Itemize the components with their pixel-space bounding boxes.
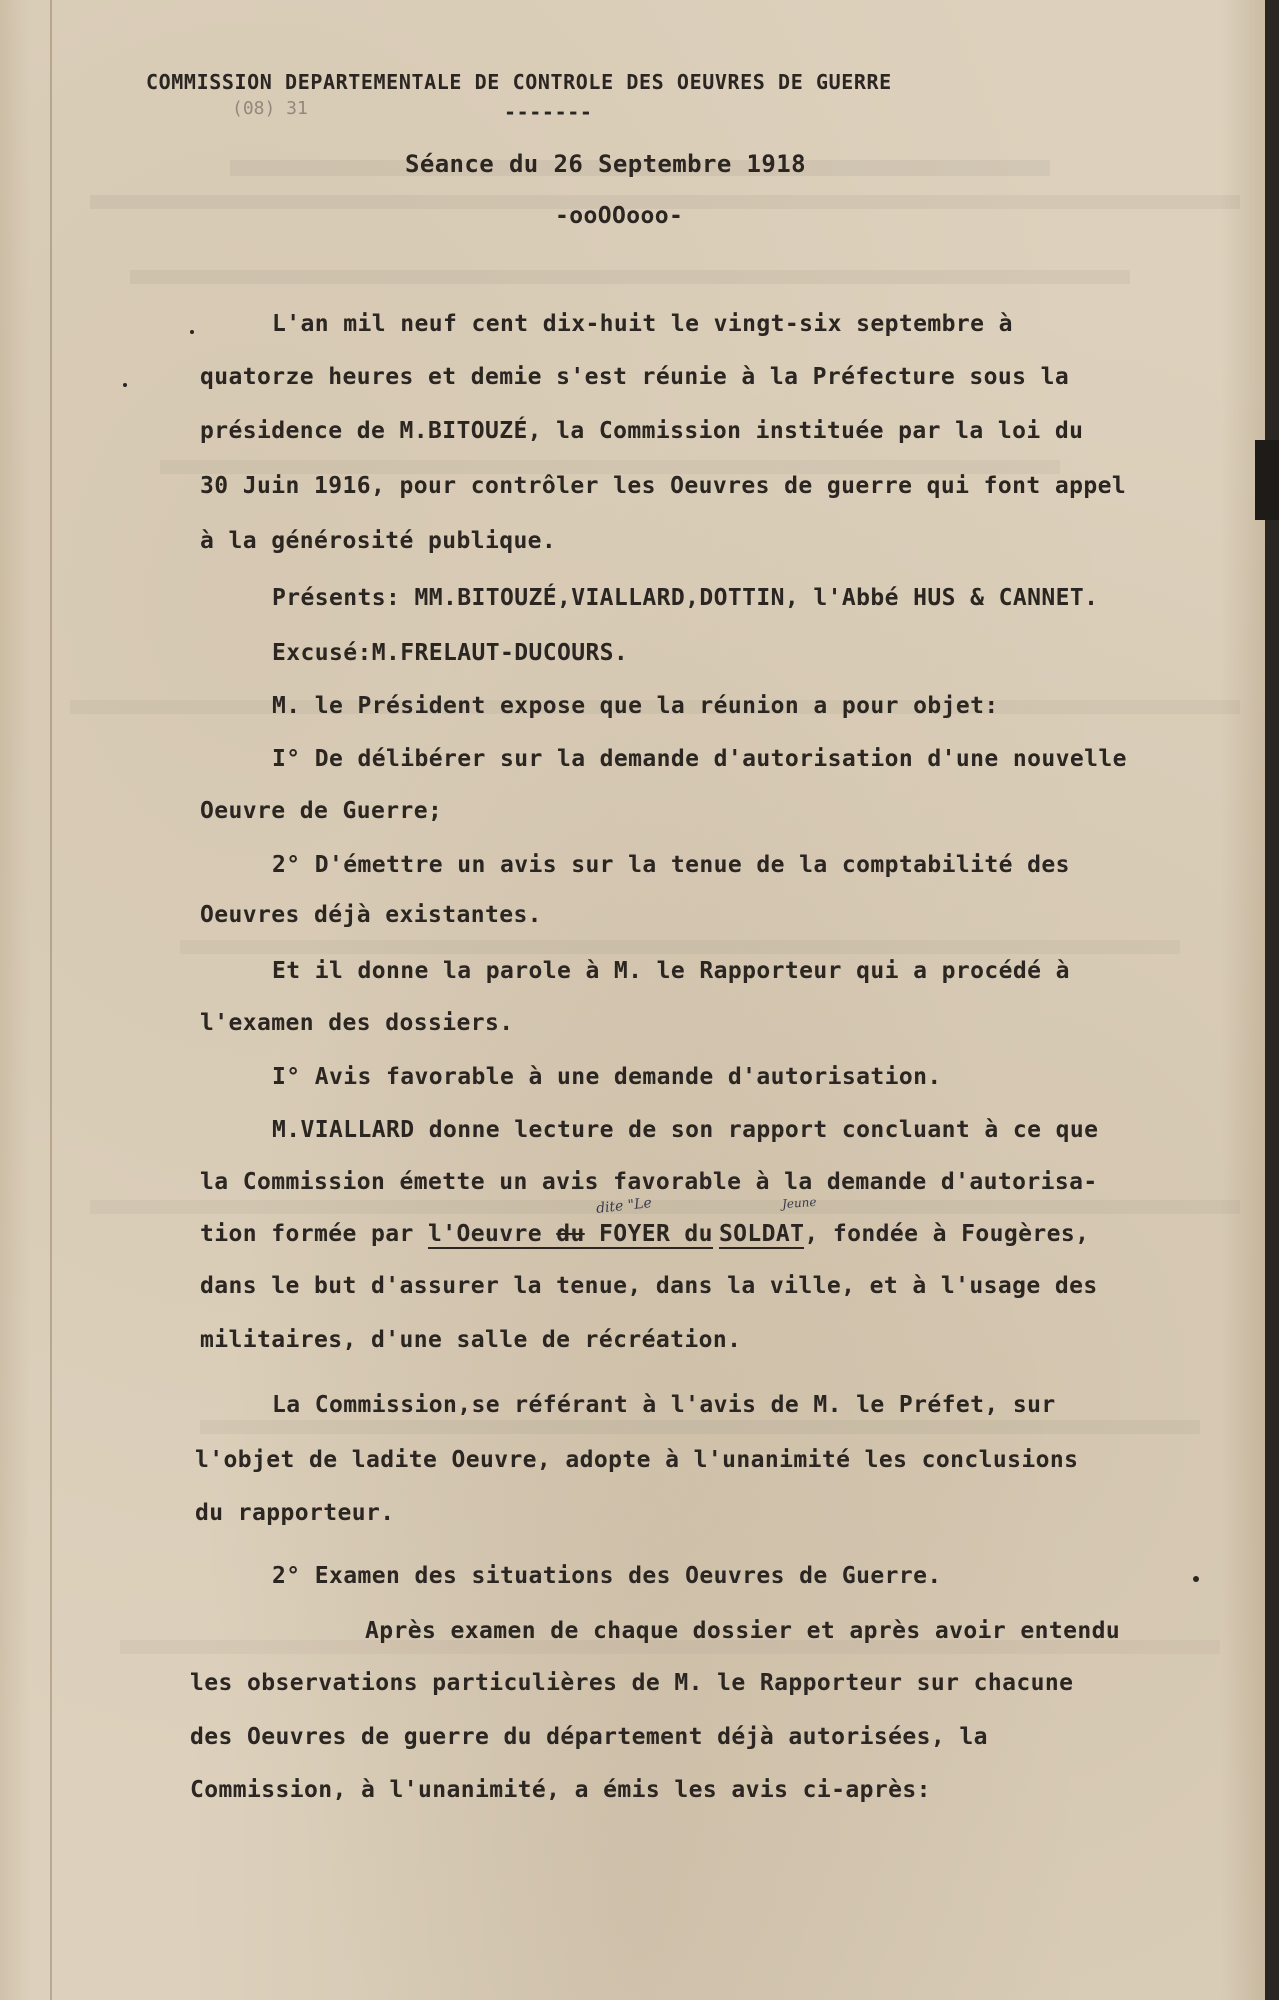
bleed-through bbox=[180, 940, 1180, 954]
body-line: la Commission émette un avis favorable à la demande d'autorisa- bbox=[200, 1169, 1098, 1195]
body-line: L'an mil neuf cent dix-huit le vingt-six septembre à bbox=[272, 311, 1013, 337]
body-line: Après examen de chaque dossier et après avoir entendu bbox=[365, 1618, 1121, 1644]
body-line: quatorze heures et demie s'est réunie à la Préfecture sous la bbox=[200, 364, 1070, 390]
text-fragment: , fondée à Fougères, bbox=[804, 1221, 1090, 1247]
body-line: les observations particulières de M. le Rapporteur sur chacune bbox=[190, 1670, 1074, 1696]
bleed-through bbox=[90, 1200, 1240, 1214]
text-fragment: tion formée par bbox=[200, 1221, 428, 1247]
margin-note: (08) 31 bbox=[232, 98, 308, 119]
body-line: militaires, d'une salle de récréation. bbox=[200, 1327, 742, 1353]
oeuvre-name: FOYER du bbox=[584, 1221, 713, 1247]
page-edge-tear bbox=[1255, 440, 1279, 520]
body-line: Commission, à l'unanimité, a émis les avis ci-après: bbox=[190, 1777, 931, 1803]
body-line: M.VIALLARD donne lecture de son rapport concluant à ce que bbox=[272, 1117, 1099, 1143]
excused-line: Excusé:M.FRELAUT-DUCOURS. bbox=[272, 640, 629, 666]
section-heading-1: I° Avis favorable à une demande d'autorisation. bbox=[272, 1064, 942, 1090]
text-fragment bbox=[542, 1221, 556, 1249]
body-line: du rapporteur. bbox=[195, 1500, 395, 1526]
header-rule: ------- bbox=[504, 100, 593, 124]
session-date: Séance du 26 Septembre 1918 bbox=[405, 150, 806, 178]
body-line: l'objet de ladite Oeuvre, adopte à l'unanimité les conclusions bbox=[195, 1447, 1079, 1473]
body-line: M. le Président expose que la réunion a pour objet: bbox=[272, 693, 999, 719]
bleed-through bbox=[160, 460, 1060, 474]
body-line: dans le but d'assurer la tenue, dans la ville, et à l'usage des bbox=[200, 1273, 1098, 1299]
handwritten-insertion: Jeune bbox=[781, 1194, 817, 1212]
body-line: l'examen des dossiers. bbox=[200, 1010, 514, 1036]
section-separator: -ooOOooo- bbox=[555, 203, 684, 229]
body-line: Et il donne la parole à M. le Rapporteur qui a procédé à bbox=[272, 958, 1070, 984]
bleed-through bbox=[200, 1420, 1200, 1434]
ink-dot bbox=[123, 383, 127, 387]
body-line: des Oeuvres de guerre du département déjà autorisées, la bbox=[190, 1724, 988, 1750]
bleed-through bbox=[130, 270, 1130, 284]
body-line: Oeuvre de Guerre; bbox=[200, 798, 443, 824]
body-line: à la générosité publique. bbox=[200, 528, 557, 554]
body-line: Oeuvres déjà existantes. bbox=[200, 902, 542, 928]
agenda-item-1: I° De délibérer sur la demande d'autorisation d'une nouvelle bbox=[272, 746, 1127, 772]
oeuvre-line bbox=[200, 1221, 1089, 1247]
agenda-item-2: 2° D'émettre un avis sur la tenue de la comptabilité des bbox=[272, 852, 1070, 878]
handwritten-insertion: dite "Le bbox=[595, 1195, 653, 1217]
oeuvre-name: SOLDAT bbox=[718, 1221, 805, 1247]
attendees-line: Présents: MM.BITOUZÉ,VIALLARD,DOTTIN, l'Abbé HUS & CANNET. bbox=[272, 585, 1099, 611]
struck-word: du bbox=[556, 1221, 585, 1247]
ink-dot bbox=[1193, 1576, 1199, 1582]
body-line: présidence de M.BITOUZÉ, la Commission instituée par la loi du bbox=[200, 418, 1084, 444]
body-line: 30 Juin 1916, pour contrôler les Oeuvres de guerre qui font appel bbox=[200, 473, 1127, 499]
body-line: La Commission,se référant à l'avis de M. le Préfet, sur bbox=[272, 1392, 1056, 1418]
document-header: COMMISSION DEPARTEMENTALE DE CONTROLE DES OEUVRES DE GUERRE bbox=[146, 70, 892, 94]
page-fold bbox=[50, 0, 52, 2000]
ink-dot bbox=[190, 330, 194, 334]
section-heading-2: 2° Examen des situations des Oeuvres de Guerre. bbox=[272, 1563, 942, 1589]
oeuvre-name: l'Oeuvre bbox=[427, 1221, 542, 1247]
